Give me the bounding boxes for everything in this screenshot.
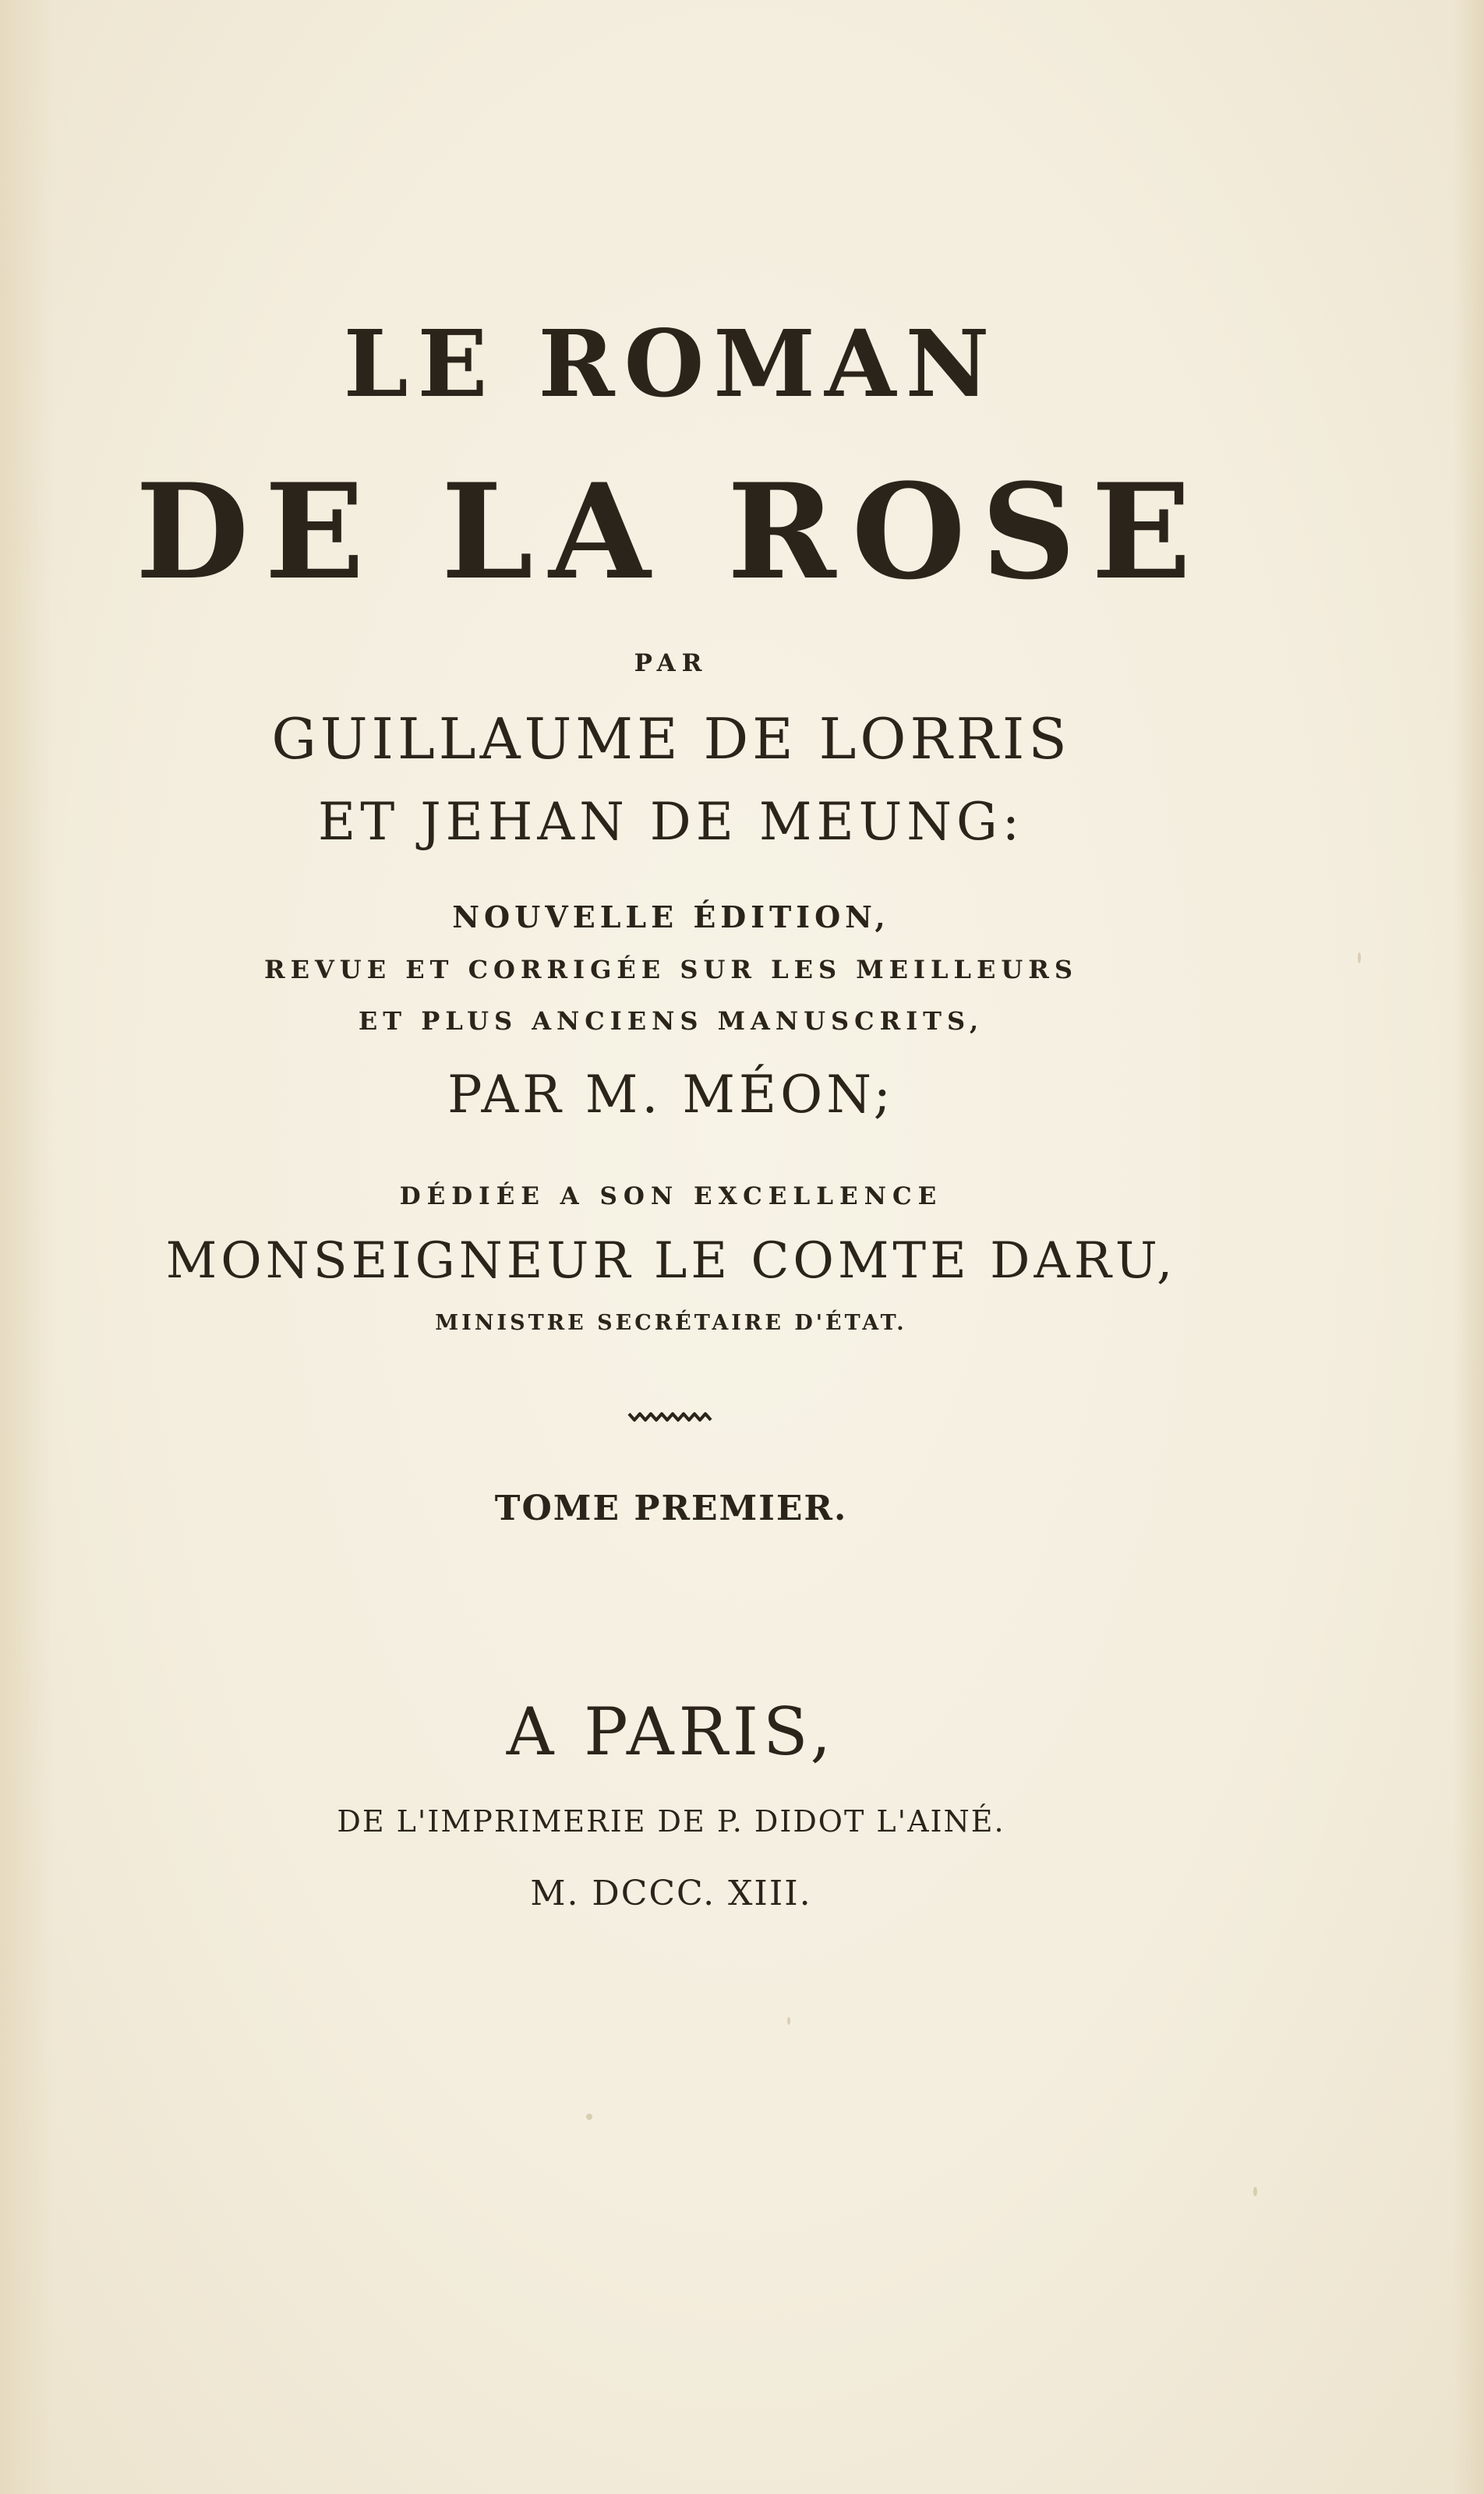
dedicatee-title-line: MINISTRE SECRÉTAIRE D'ÉTAT. xyxy=(435,1311,907,1335)
paper-speck xyxy=(787,2017,790,2025)
author-line-1: GUILLAUME DE LORRIS xyxy=(271,706,1071,772)
paper-speck xyxy=(1358,952,1361,963)
volume-line: TOME PREMIER. xyxy=(494,1489,848,1528)
author-line-2: ET JEHAN DE MEUNG: xyxy=(318,792,1024,852)
dedicatee-line: MONSEIGNEUR LE COMTE DARU, xyxy=(165,1232,1177,1290)
printer-line: DE L'IMPRIMERIE DE P. DIDOT L'AINÉ. xyxy=(337,1804,1005,1839)
page-edge-shadow-right xyxy=(1453,0,1484,2494)
wave-ornament-icon xyxy=(627,1409,715,1425)
by-label: PAR xyxy=(634,649,708,677)
edition-line-1: NOUVELLE ÉDITION, xyxy=(452,899,890,934)
place-line: A PARIS, xyxy=(506,1694,836,1770)
year-line: M. DCCC. XIII. xyxy=(530,1874,812,1913)
paper-speck xyxy=(586,2114,592,2120)
title-line-1: LE ROMAN xyxy=(343,309,999,418)
dedication-line: DÉDIÉE A SON EXCELLENCE xyxy=(399,1182,943,1210)
edition-line-2: REVUE ET CORRIGÉE SUR LES MEILLEURS xyxy=(263,955,1078,984)
ornament-divider xyxy=(0,1409,1342,1428)
editor-line: PAR M. MÉON; xyxy=(447,1065,895,1125)
paper-speck xyxy=(1253,2187,1257,2196)
title-line-2: DE LA ROSE xyxy=(135,454,1207,609)
edition-line-3: ET PLUS ANCIENS MANUSCRITS, xyxy=(358,1006,984,1036)
